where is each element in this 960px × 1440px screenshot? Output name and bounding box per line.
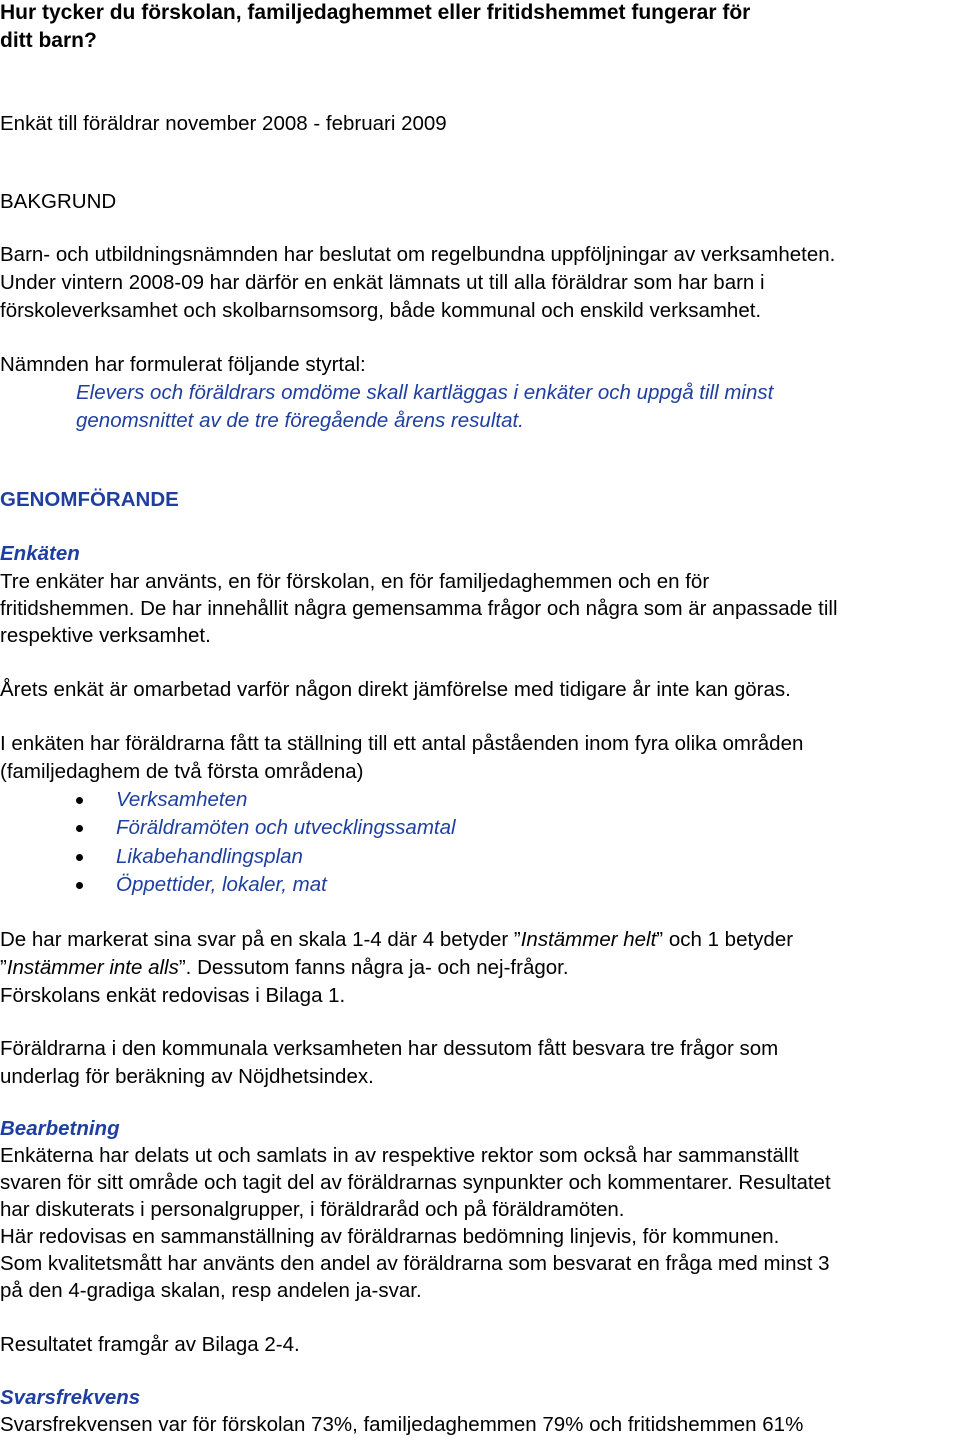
skala-line-1 — [0, 926, 793, 954]
skala-text: ” — [0, 956, 7, 979]
bullet-dot — [76, 882, 83, 889]
styrtal-line-2: genomsnittet av de tre föregående årens resultat. — [76, 409, 524, 432]
skala-line-3: Förskolans enkät redovisas i Bilaga 1. — [0, 984, 346, 1007]
skala-term-instammer-helt: Instämmer helt — [520, 928, 657, 951]
bakgrund-line-1: Barn- och utbildningsnämnden har beslutat om regelbundna uppföljningar av verksamheten. — [0, 243, 836, 266]
bullet-item-likabehandlingsplan: Likabehandlingsplan — [116, 845, 303, 868]
section-heading-bakgrund: BAKGRUND — [0, 190, 117, 213]
skala-term-instammer-inte-alls: Instämmer inte alls — [6, 956, 179, 979]
bullet-dot — [76, 854, 83, 861]
document-title-line-1: Hur tycker du förskolan, familjedaghemmet eller fritidshemmet fungerar för — [0, 1, 751, 24]
bearbetning-line-1: Enkäterna har delats ut och samlats in av respektive rektor som också har sammanställt — [0, 1144, 799, 1167]
skala-line-2 — [0, 954, 569, 982]
skala-text: ” och 1 betyder — [656, 928, 794, 951]
bullet-item-verksamheten: Verksamheten — [116, 788, 248, 811]
document-title-line-2: ditt barn? — [0, 29, 97, 52]
section-heading-genomforande: GENOMFÖRANDE — [0, 488, 179, 511]
resultat-line: Resultatet framgår av Bilaga 2-4. — [0, 1333, 300, 1356]
document-subtitle: Enkät till föräldrar november 2008 - februari 2009 — [0, 112, 447, 135]
arets-enkat-line: Årets enkät är omarbetad varför någon direkt jämförelse med tidigare år inte kan göras. — [0, 678, 791, 701]
enkaten-line-3: respektive verksamhet. — [0, 624, 211, 647]
bearbetning-line-3: har diskuterats i personalgrupper, i föräldraråd och på föräldramöten. — [0, 1198, 625, 1221]
bakgrund-line-2: Under vintern 2008-09 har därför en enkät lämnats ut till alla föräldrar som har barn i — [0, 271, 765, 294]
omraden-line-1: I enkäten har föräldrarna fått ta ställning till ett antal påståenden inom fyra olika områden — [0, 732, 804, 755]
subheading-enkaten: Enkäten — [0, 542, 80, 565]
bullet-dot — [76, 825, 83, 832]
nojdhet-line-1: Föräldrarna i den kommunala verksamheten har dessutom fått besvara tre frågor som — [0, 1037, 779, 1060]
subheading-bearbetning: Bearbetning — [0, 1117, 120, 1140]
nojdhet-line-2: underlag för beräkning av Nöjdhetsindex. — [0, 1065, 374, 1088]
enkaten-line-1: Tre enkäter har använts, en för förskolan, en för familjedaghemmen och en för — [0, 570, 710, 593]
bullet-dot — [76, 797, 83, 804]
svarsfrekvens-line: Svarsfrekvensen var för förskolan 73%, familjedaghemmen 79% och fritidshemmen 61% — [0, 1413, 804, 1436]
styrtal-line-1: Elevers och föräldrars omdöme skall kartläggas i enkäter och uppgå till minst — [76, 381, 774, 404]
bullet-item-foraldramoten: Föräldramöten och utvecklingssamtal — [116, 816, 456, 839]
bearbetning-line-5: Som kvalitetsmått har använts den andel av föräldrarna som besvarat en fråga med minst 3 — [0, 1252, 830, 1275]
skala-text: De har markerat sina svar på en skala 1-4 där 4 betyder ” — [0, 928, 521, 951]
omraden-line-2: (familjedaghem de två första områdena) — [0, 760, 364, 783]
styrtal-intro: Nämnden har formulerat följande styrtal: — [0, 353, 366, 376]
enkaten-line-2: fritidshemmen. De har innehållit några gemensamma frågor och några som är anpassade till — [0, 597, 838, 620]
bakgrund-line-3: förskoleverksamhet och skolbarnsomsorg, både kommunal och enskild verksamhet. — [0, 299, 762, 322]
bearbetning-line-4: Här redovisas en sammanställning av föräldrarnas bedömning linjevis, för kommunen. — [0, 1225, 780, 1248]
subheading-svarsfrekvens: Svarsfrekvens — [0, 1386, 141, 1409]
bearbetning-line-2: svaren för sitt område och tagit del av föräldrarnas synpunkter och kommentarer. Resultatet — [0, 1171, 831, 1194]
skala-text: ”. Dessutom fanns några ja- och nej-frågor. — [178, 956, 569, 979]
bearbetning-line-6: på den 4-gradiga skalan, resp andelen ja-svar. — [0, 1279, 422, 1302]
bullet-item-oppettider: Öppettider, lokaler, mat — [116, 873, 327, 896]
